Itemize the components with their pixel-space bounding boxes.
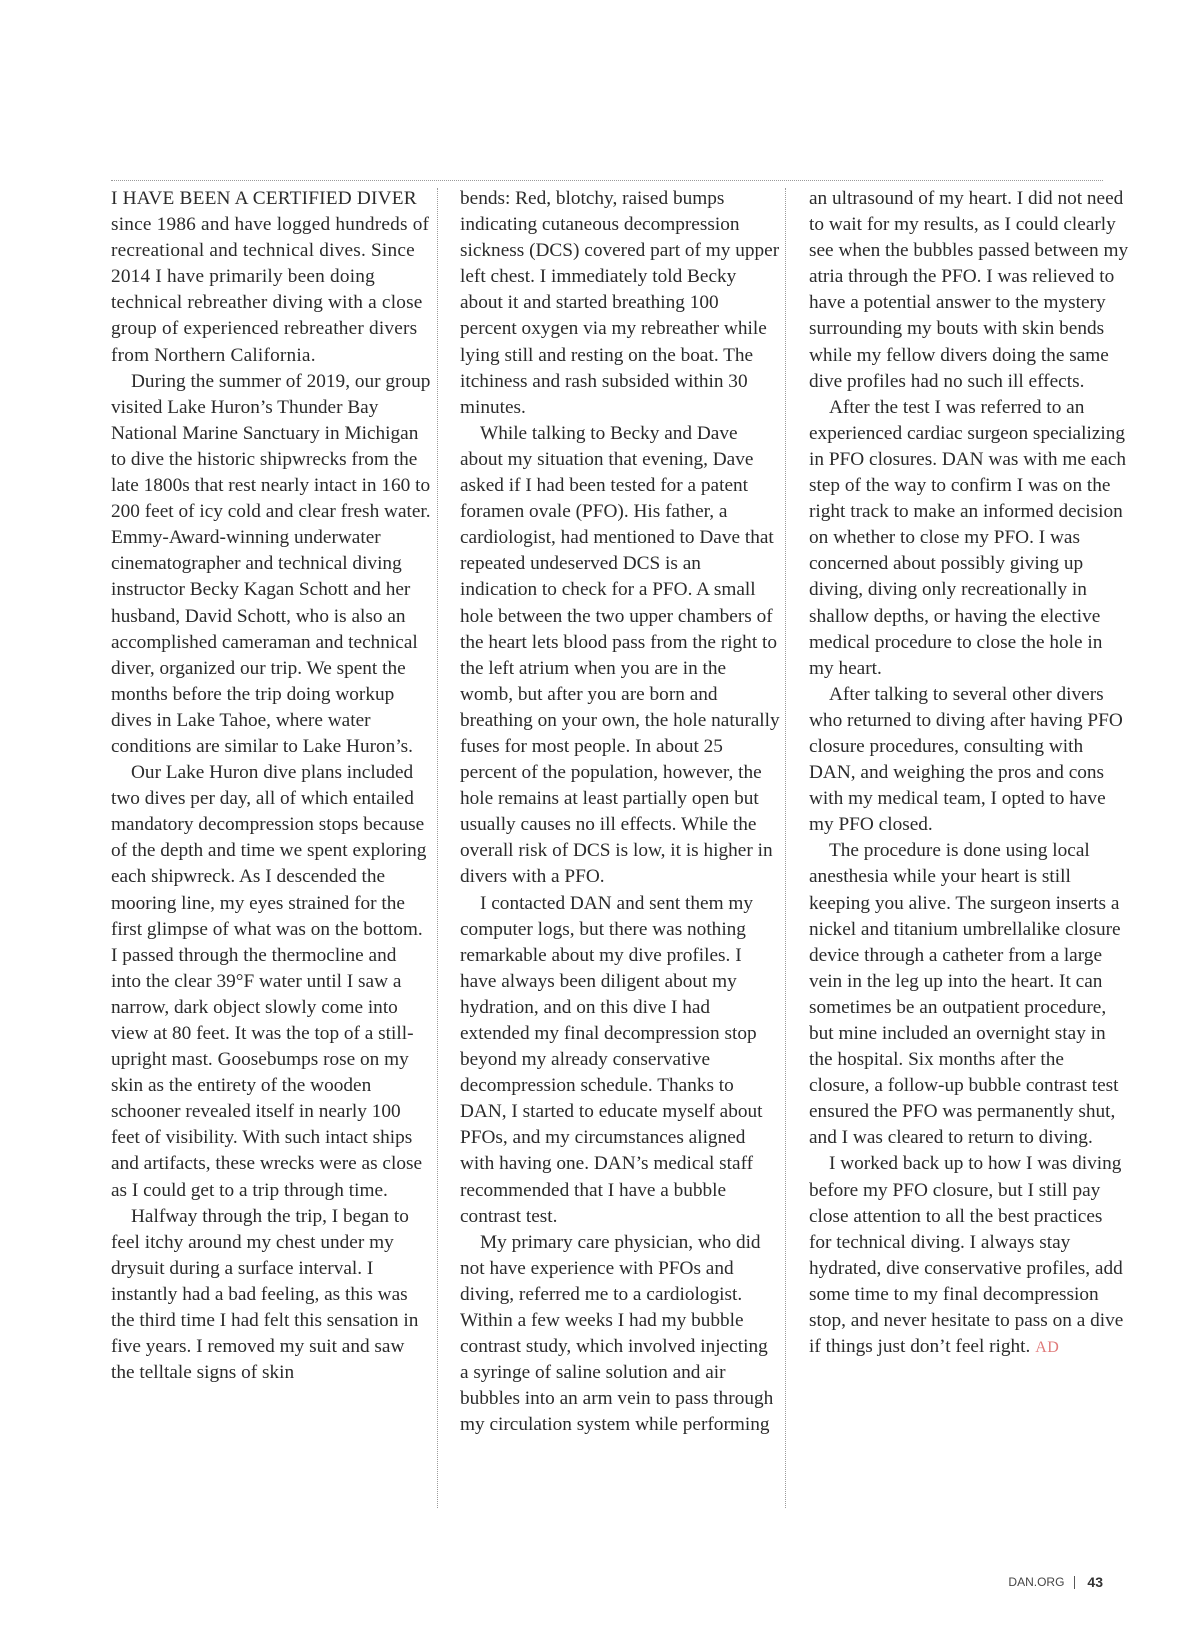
article-column-2 <box>460 186 780 1439</box>
article-paragraph: After the test I was referred to an experienced cardiac surgeon specializing in PFO closures. DAN was with me each step of the way to confirm I was on the right track to make an informed decision on whether to close my PFO. I was concerned about possibly giving up diving, diving only recreationally in shallow depths, or having the elective medical procedure to close the hole in my heart. <box>809 396 1127 679</box>
article-paragraph-lead: I HAVE BEEN A CERTIFIED DIVER since 1986 and have logged hundreds of recreational and technical dives. Since 2014 I have primarily been doing technical rebreather diving with a close group of experienced rebreather divers from Northern California. <box>111 188 430 366</box>
article-paragraph-final <box>809 1151 1129 1361</box>
article-paragraph: I contacted DAN and sent them my computer logs, but there was nothing remarkable about my dive profiles. I have always been diligent about my hydration, and on this dive I had extended my final decompression stop beyond my already conservative decompression schedule. Thanks to DAN, I started to educate myself about PFOs, and my circumstances aligned with having one. DAN’s medical staff recommended that I have a bubble contrast test. <box>460 892 763 1227</box>
article-paragraph: My primary care physician, who did not have experience with PFOs and diving, referred me to a cardiologist. Within a few weeks I had my bubble contrast study, which involved injecting a syringe of saline solution and air bubbles into an arm vein to pass through my circulation system while performing <box>460 1231 774 1436</box>
page-footer <box>1008 1574 1103 1590</box>
article-column-3 <box>809 186 1129 1361</box>
column-divider-2 <box>785 188 786 1508</box>
page-number: 43 <box>1087 1574 1103 1590</box>
column-divider-1 <box>437 188 438 1508</box>
article-paragraph: During the summer of 2019, our group visited Lake Huron’s Thunder Bay National Marine Sanctuary in Michigan to dive the historic shipwrecks from the late 1800s that rest nearly intact in 160 to 200 feet of icy cold and clear fresh water. Emmy-Award-winning underwater cinematographer and technical diving instructor Becky Kagan Schott and her husband, David Schott, who is also an accomplished cameraman and technical diver, organized our trip. We spent the months before the trip doing workup dives in Lake Tahoe, where water conditions are similar to Lake Huron’s. <box>111 370 431 757</box>
article-paragraph: The procedure is done using local anesthesia while your heart is still keeping you alive. The surgeon inserts a nickel and titanium umbrellalike closure device through a catheter from a large vein in the leg up into the heart. It can sometimes be an outpatient procedure, but mine included an overnight stay in the hospital. Six months after the closure, a follow-up bubble contrast test ensured the PFO was permanently shut, and I was cleared to return to diving. <box>809 840 1121 1149</box>
article-paragraph: an ultrasound of my heart. I did not need to wait for my results, as I could clearly see when the bubbles passed between my atria through the PFO. I was relieved to have a potential answer to the mystery surrounding my bouts with skin bends while my fellow divers doing the same dive profiles had no such ill effects. <box>809 188 1129 392</box>
footer-separator <box>1074 1576 1075 1589</box>
footer-site: DAN.ORG <box>1008 1575 1065 1589</box>
article-paragraph: Our Lake Huron dive plans included two dives per day, all of which entailed mandatory decompression stops because of the depth and time we spent exploring each shipwreck. As I descended the mooring line, my eyes strained for the first glimpse of what was on the bottom. I passed through the thermocline and into the clear 39°F water until I saw a narrow, dark object slowly come into view at 80 feet. It was the top of a still-upright mast. Goosebumps rose on my skin as the entirety of the wooden schooner revealed itself in nearly 100 feet of visibility. With such intact ships and artifacts, these wrecks were as close as I could get to a trip through time. <box>111 762 427 1201</box>
article-paragraph: While talking to Becky and Dave about my situation that evening, Dave asked if I had been tested for a patent foramen ovale (PFO). His father, a cardiologist, had mentioned to Dave that repeated undeserved DCS is an indication to check for a PFO. A small hole between the two upper chambers of the heart lets blood pass from the right to the left atrium when you are in the womb, but after you are born and breathing on your own, the hole naturally fuses for most people. In about 25 percent of the population, however, the hole remains at least partially open but usually causes no ill effects. While the overall risk of DCS is low, it is higher in divers with a PFO. <box>460 422 780 888</box>
article-paragraph: After talking to several other divers who returned to diving after having PFO closure procedures, consulting with DAN, and weighing the pros and cons with my medical team, I opted to have my PFO closed. <box>809 683 1123 836</box>
end-mark: AD <box>1035 1339 1060 1357</box>
article-column-1 <box>111 186 431 1386</box>
final-paragraph-text: I worked back up to how I was diving before my PFO closure, but I still pay close attention to all the best practices for technical diving. I always stay hydrated, dive conservative profiles, add some time to my final decompression stop, and never hesitate to pass on a dive if things just don’t feel right. <box>809 1153 1124 1358</box>
top-dotted-rule <box>111 180 1103 181</box>
article-paragraph: bends: Red, blotchy, raised bumps indicating cutaneous decompression sickness (DCS) covered part of my upper left chest. I immediately told Becky about it and started breathing 100 percent oxygen via my rebreather while lying still and resting on the boat. The itchiness and rash subsided within 30 minutes. <box>460 188 780 418</box>
article-paragraph: Halfway through the trip, I began to feel itchy around my chest under my drysuit during a surface interval. I instantly had a bad feeling, as this was the third time I had felt this sensation in five years. I removed my suit and saw the telltale signs of skin <box>111 1205 419 1384</box>
